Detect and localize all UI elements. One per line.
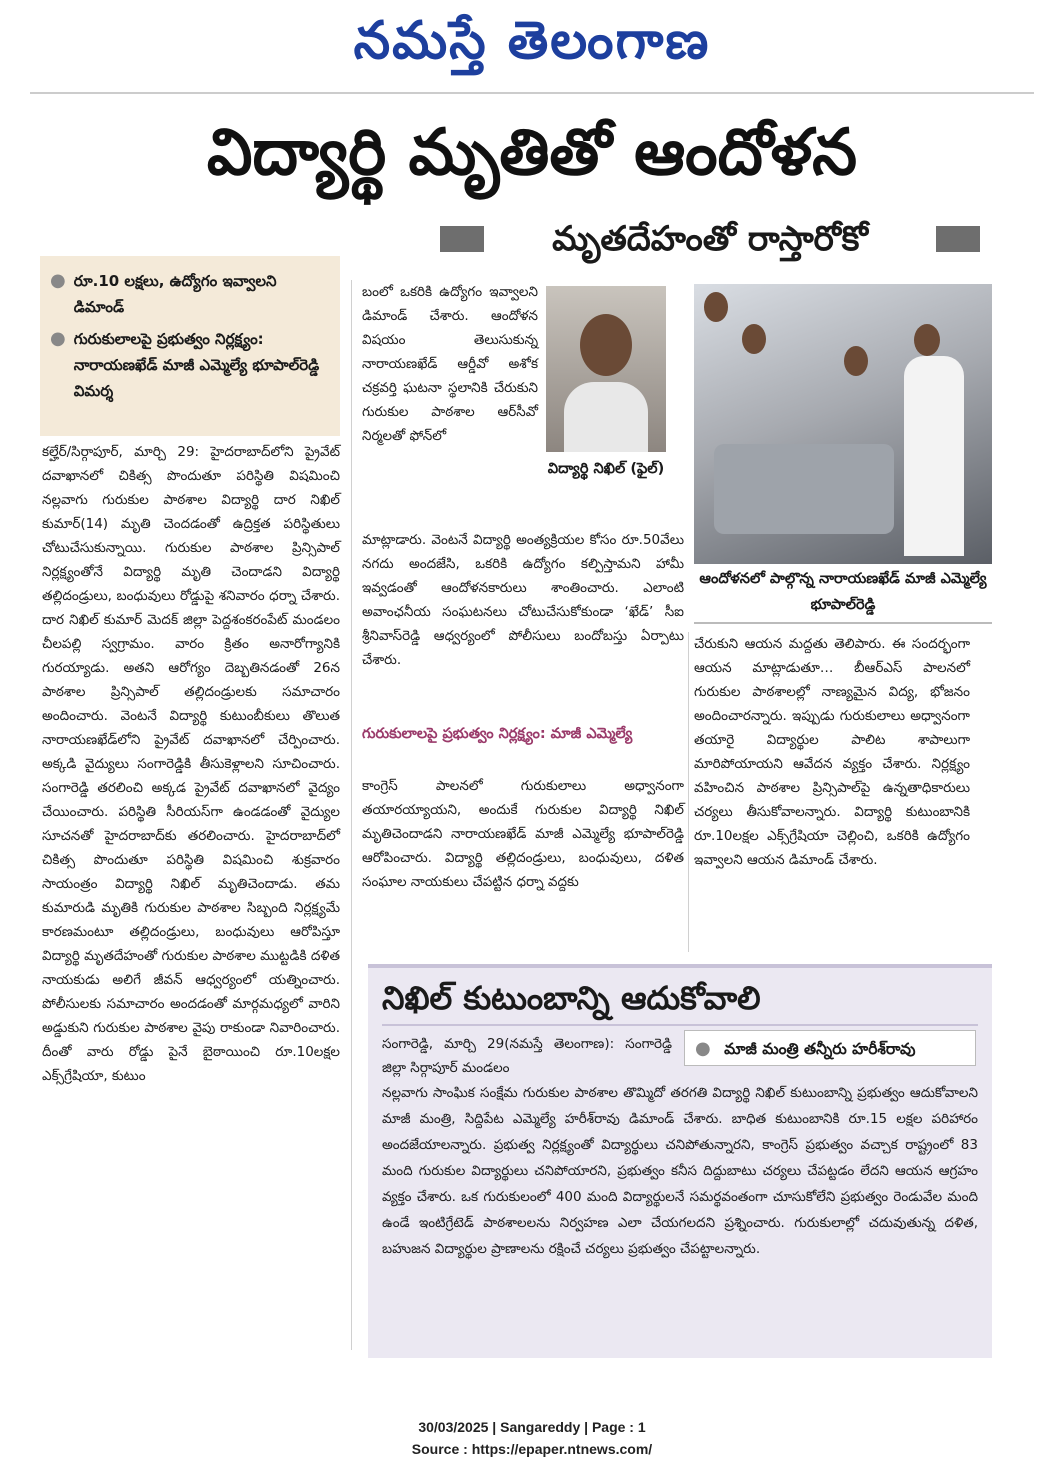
protest-photo <box>694 284 992 564</box>
highlight-text: గురుకులాలపై ప్రభుత్వం నిర్లక్ష్యం: నారాయణఖేడ్ మాజీ ఎమ్మెల్యే భూపాల్‌రెడ్డి విమర్శ <box>73 330 320 400</box>
section-subhead: గురుకులాలపై ప్రభుత్వం నిర్లక్ష్యం: మాజీ ఎమ్మెల్యే <box>362 726 633 742</box>
person-head-shape <box>742 324 766 354</box>
page-footer <box>0 1416 1064 1460</box>
column-divider <box>688 632 689 952</box>
related-story-tag <box>684 1030 976 1066</box>
column-text: కల్హేర్/సిర్గాపూర్, మార్చి 29: హైదరాబాద్‌లోని ప్రైవేట్ దవాఖానలో చికిత్స పొందుతూ పరిస్థితి విషమించి నల్లవాగు గురుకుల పాఠశాల విద్యార్థి దార నిఖిల్ కుమార్(14) మృతి చెందడంతో ఉద్రిక్తత పరిస్థితులు చోటుచేసుకున్నాయి. గురుకుల పాఠశాల ప్రిన్సిపాల్ నిర్లక్ష్యంతోనే విద్యార్థి మృతి చెందాడని విద్యార్థి తల్లిదండ్రులు, బంధువులు రోడ్డుపై శనివారం ధర్నా చేశారు. దార నిఖిల్ కుమార్ మెదక్ జిల్లా పెద్దశంకరంపేట్ మండలం చీలపల్లి స్వగ్రామం. వారం క్రితం అనారోగ్యానికి గురయ్యాడు. అతని ఆరోగ్యం దెబ్బతినడంతో 26న పాఠశాల ప్రిన్సిపాల్ తల్లిదండ్రులకు సమాచారం అందించారు. వెంటనే విద్యార్థి కుటుంబీకులు తొలుత నారాయణఖేడ్‌లోని ప్రైవేట్ దవాఖానలో చేర్పించారు. అక్కడి వైద్యులు సంగారెడ్డికి తీసుకెళ్లాలని సూచించారు. సంగారెడ్డి తరలించి అక్కడ ప్రైవేట్ దవాఖానలో వైద్యం చేయించారు. పరిస్థితి సీరియస్‌గా ఉండడంతో వైద్యుల సూచనతో హైదరాబాద్‌కు తరలించారు. హైదరాబాద్‌లో చికిత్స పొందుతూ పరిస్థితి విషమించి శుక్రవారం సాయంత్రం విద్యార్థి నిఖిల్ మృతిచెందాడు. తమ కుమారుడి మృతికి గురుకుల పాఠశాల సిబ్బంది నిర్లక్ష్యమే కారణమంటూ తల్లిదండ్రులు, బంధువులు ఆరోపిస్తూ విద్యార్థి మృతదేహంతో గురుకుల పాఠశాల ముట్టడికి దళిత నాయకుడు అలిగే జీవన్ ఆధ్వర్యంలో యత్నించారు. పోలీసులకు సమాచారం అందడంతో మార్గమధ్యలో వారిని అడ్డుకుని గురుకుల పాఠశాల వైపు రాకుండా నివారించారు. దీంతో వారు రోడ్డు పైనే బైఠాయించి రూ.10లక్షల ఎక్స్‌గ్రేషియా, కుటుం <box>42 444 340 1084</box>
column-text: కాంగ్రెస్ పాలనలో గురుకులాలు అధ్వానంగా తయారయ్యాయని, అందుకే గురుకుల విద్యార్థి నిఖిల్ మృతిచెందాడని నారాయణఖేడ్ మాజీ ఎమ్మెల్యే భూపాల్‌రెడ్డి ఆరోపించారు. విద్యార్థి తల్లిదండ్రులు, బంధువులు, దళిత సంఘాల నాయకులు చేపట్టిన ధర్నా వద్దకు <box>362 778 684 890</box>
related-story-tag-text: మాజీ మంత్రి తన్నీరు హరీశ్‌రావు <box>724 1040 916 1058</box>
highlight-item <box>50 268 330 320</box>
article-column-2-bottom <box>362 774 684 894</box>
person-head-shape <box>704 292 728 322</box>
related-story-rule <box>382 1024 978 1026</box>
person-head-shape <box>844 346 868 376</box>
footer-source-line: Source : https://epaper.ntnews.com/ <box>411 1441 653 1457</box>
protest-photo-caption: ఆందోళనలో పాల్గొన్న నారాయణఖేడ్ మాజీ ఎమ్మెల్యే భూపాల్‌రెడ్డి <box>694 566 992 624</box>
column-divider <box>351 280 352 1350</box>
highlights-box <box>40 256 340 436</box>
student-photo-caption: విద్యార్థి నిఖిల్ (ఫైల్) <box>547 461 665 477</box>
related-story-dateline: సంగారెడ్డి, మార్చి 29(నమస్తే తెలంగాణ): సంగారెడ్డి జిల్లా సిర్గాపూర్ మండలం <box>382 1036 672 1076</box>
article-column-3 <box>694 632 970 872</box>
masthead-rule <box>30 92 1034 94</box>
subheadline: మృతదేహంతో రాస్తారోకో <box>484 216 936 262</box>
bullet-icon: ● <box>50 270 66 291</box>
footer-date-line: 30/03/2025 | Sangareddy | Page : 1 <box>418 1419 646 1435</box>
column-text: చేరుకుని ఆయన మద్దతు తెలిపారు. ఈ సందర్భంగా ఆయన మాట్లాడుతూ… బీఆర్‌ఎస్ పాలనలో గురుకుల పాఠశాలల్లో నాణ్యమైన విద్య, భోజనం అందించారన్నారు. ఇప్పుడు గురుకులాలు అధ్వానంగా తయారై విద్యార్థుల పాలిట శాపాలుగా మారిపోయాయని ఆవేదన వ్యక్తం చేశారు. నిర్లక్ష్యం వహించిన పాఠశాల ప్రిన్సిపాల్‌పై ఉన్నతాధికారులు చర్యలు తీసుకోవాలన్నారు. విద్యార్థి కుటుంబానికి రూ.10లక్షల ఎక్స్‌గ్రేషియా చెల్లించి, ఒకరికి ఉద్యోగం ఇవ్వాలని ఆయన డిమాండ్ చేశారు. <box>694 636 970 868</box>
article-column-1 <box>42 440 340 1088</box>
article-column-2-middle <box>362 528 684 672</box>
related-story-title: నిఖిల్ కుటుంబాన్ని ఆదుకోవాలి <box>382 979 761 1017</box>
masthead-title: నమస్తే తెలంగాణ <box>353 10 711 71</box>
highlight-item <box>50 326 330 404</box>
bullet-icon: ● <box>695 1038 711 1059</box>
headline: విద్యార్థి మృతితో ఆందోళన <box>206 116 858 190</box>
person-head-shape <box>914 324 940 356</box>
bullet-icon: ● <box>50 328 66 349</box>
student-face-shape <box>580 314 632 376</box>
student-shirt-shape <box>564 382 648 452</box>
white-attire-shape <box>904 356 964 556</box>
related-story-body: నల్లవాగు సాంఘిక సంక్షేమ గురుకుల పాఠశాల తొమ్మిదో తరగతి విద్యార్థి నిఖిల్ కుటుంబాన్ని ప్రభుత్వం ఆదుకోవాలని మాజీ మంత్రి, సిద్దిపేట ఎమ్మెల్యే హరీశ్‌రావు డిమాండ్ చేశారు. బాధిత కుటుంబానికి రూ.15 లక్షల పరిహారం అందజేయాలన్నారు. ప్రభుత్వ నిర్లక్ష్యంతో విద్యార్థులు చనిపోతున్నారని, కాంగ్రెస్ ప్రభుత్వం వచ్చాక రాష్ట్రంలో 83 మంది గురుకుల విద్యార్థులు చనిపోయారని, ప్రభుత్వం కనీస దిద్దుబాటు చర్యలు చేపట్టడం లేదని ఆయన ఆగ్రహం వ్యక్తం చేశారు. ఒక గురుకులంలో 400 మంది విద్యార్థులనే సమర్థవంతంగా చూసుకోలేని ప్రభుత్వం రెండువేల మంది ఉండే ఇంటిగ్రేటెడ్ పాఠశాలలను నిర్వహణ ఎలా చేయగలదని ప్రశ్నించారు. గురుకులాల్లో చదువుతున్న దళిత, బహుజన విద్యార్థుల ప్రాణాలను రక్షించే చర్యలు ప్రభుత్వం చేపట్టాలన్నారు. <box>382 1085 978 1257</box>
student-photo <box>546 286 666 452</box>
column-text: మాట్లాడారు. వెంటనే విద్యార్థి అంత్యక్రియల కోసం రూ.50వేలు నగదు అందజేసి, ఒకరికి ఉద్యోగం కల్పిస్తామని హామీ ఇవ్వడంతో ఆందోళనకారులు శాంతించారు. ఎలాంటి అవాంఛనీయ సంఘటనలు చోటుచేసుకోకుండా ‘ఖేడ్’ సీఐ శ్రీనివాస్‌రెడ్డి ఆధ్వర్యంలో పోలీసులు బందోబస్తు ఏర్పాటు చేశారు. <box>362 532 684 668</box>
highlight-text: రూ.10 లక్షలు, ఉద్యోగం ఇవ్వాలని డిమాండ్ <box>73 272 277 316</box>
article-column-2-top <box>362 280 538 448</box>
column-text: బంలో ఒకరికి ఉద్యోగం ఇవ్వాలని డిమాండ్ చేశారు. ఆందోళన విషయం తెలుసుకున్న నారాయణఖేడ్ ఆర్డీవో అశోక చక్రవర్తి ఘటనా స్థలానికి చేరుకుని గురుకుల పాఠశాల ఆర్‌సీవో నిర్మలతో ఫోన్‌లో <box>362 284 538 444</box>
coffin-shape <box>714 444 894 534</box>
masthead <box>0 0 1064 82</box>
